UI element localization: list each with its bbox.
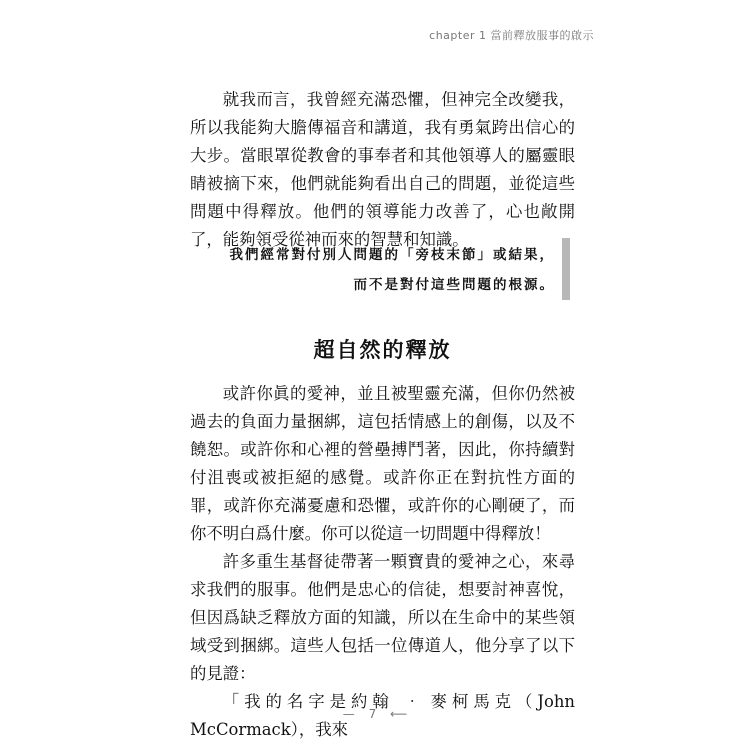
paragraph: 「我的名字是約翰 ‧ 麥柯馬克（John McCormack），我來	[190, 692, 575, 739]
body-text-bottom	[190, 380, 575, 744]
pull-quote	[190, 240, 555, 300]
body-text-top	[190, 86, 575, 254]
running-header: chapter 1 當前釋放服事的啟示	[429, 29, 594, 42]
page-footer	[0, 707, 750, 721]
paragraph: 許多重生基督徒帶著一顆寶貴的愛神之心，來尋求我們的服事。他們是忠心的信徒，想要討神喜悅，但因爲缺乏釋放方面的知識，所以在生命中的某些領域受到捆綁。這些人包括一位傳道人，他分享了以下的見證：	[190, 552, 575, 683]
pull-quote-bar	[562, 238, 570, 300]
page-number: 7	[368, 707, 377, 721]
footer-arrow-left: —	[342, 707, 355, 721]
section-heading: 超自然的釋放	[313, 338, 452, 362]
pull-quote-line-2: 而不是對付這些問題的根源。	[353, 277, 555, 293]
footer-arrow-right: ⟵	[390, 707, 408, 721]
paragraph: 或許你眞的愛神，並且被聖靈充滿，但你仍然被過去的負面力量捆綁，這包括情感上的創傷，以及不饒恕。或許你和心裡的營壘搏鬥著，因此，你持續對付沮喪或被拒絕的感覺。或許你正在對抗性方面的罪，或許你充滿憂慮和恐懼，或許你的心剛硬了，而你不明白爲什麼。你可以從這一切問題中得釋放！	[190, 384, 575, 543]
pull-quote-line-1: 我們經常對付別人問題的「旁枝末節」或結果，	[229, 247, 555, 263]
paragraph: 就我而言，我曾經充滿恐懼，但神完全改變我，所以我能夠大膽傳福音和講道，我有勇氣跨出信心的大步。當眼罩從教會的事奉者和其他領導人的屬靈眼睛被摘下來，他們就能夠看出自己的問題，並從這些問題中得釋放。他們的領導能力改善了，心也敞開了，能夠領受從神而來的智慧和知識。	[190, 90, 575, 249]
